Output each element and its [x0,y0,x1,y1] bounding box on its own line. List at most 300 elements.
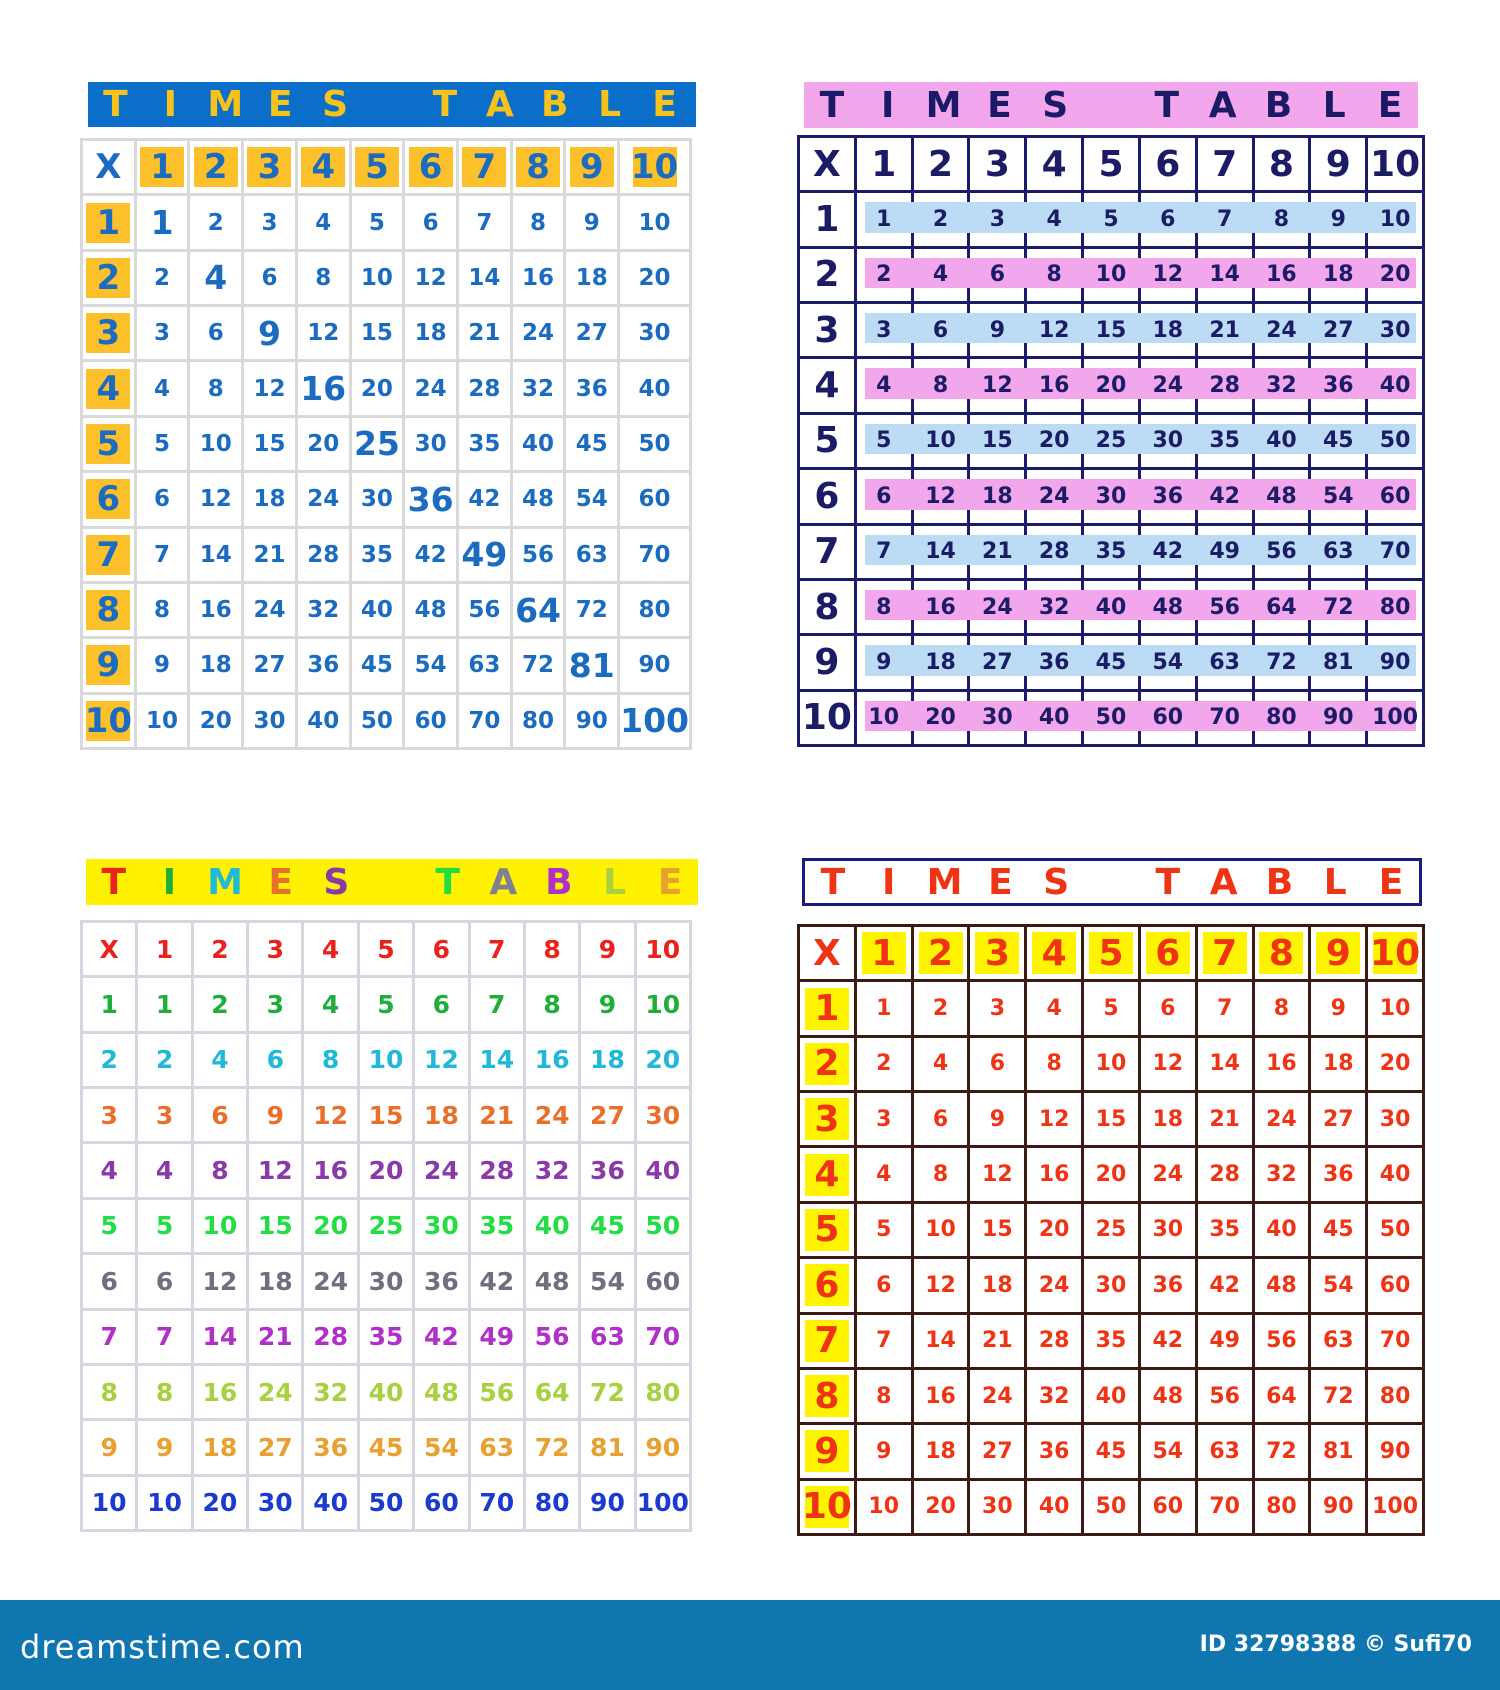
product-cell-value: 7 [488,990,506,1020]
product-cell-value: 8 [1273,207,1290,233]
row-header-cell [83,1200,135,1252]
product-cell [1141,470,1195,522]
row-header-cell-value: 5 [805,1209,849,1251]
product-cell [581,1200,633,1252]
product-cell-value: 36 [1322,373,1354,399]
product-cell [249,1477,301,1529]
product-cell [620,307,689,359]
product-cell [857,982,911,1034]
product-cell-value: 35 [479,1211,515,1241]
product-cell-value: 16 [1266,262,1297,288]
product-cell [914,1093,968,1145]
product-cell-value: 56 [1209,594,1240,620]
product-cell-value: 21 [982,539,1013,565]
product-cell-value: 21 [982,1328,1013,1354]
product-cell [459,584,510,636]
title-banner [802,858,1422,906]
product-cell [1368,1370,1422,1422]
product-cell [249,1089,301,1141]
header-cell-value: 2 [211,934,229,964]
product-cell [249,1366,301,1418]
product-cell-value: 54 [1322,1272,1354,1298]
product-cell [1255,1204,1309,1256]
header-cell-value: 9 [570,147,614,187]
product-cell-value: 12 [307,320,340,347]
product-cell-value: 14 [1209,1051,1240,1077]
product-cell [138,978,190,1030]
row-header-cell-value: 4 [805,1154,849,1196]
product-cell-value: 6 [155,1266,174,1296]
product-cell [1311,982,1365,1034]
product-cell-value: 60 [638,486,671,513]
product-cell [304,978,356,1030]
product-cell-value: 8 [543,990,561,1020]
product-cell [1198,1425,1252,1477]
product-cell-value: 12 [202,1266,238,1296]
product-cell [459,362,510,414]
product-cell [566,695,617,747]
header-cell-value: 1 [140,147,184,187]
product-cell-value: 5 [876,1217,892,1243]
header-cell-value: 3 [984,143,1010,185]
product-cell [914,470,968,522]
product-cell-value: 35 [1209,428,1240,454]
corner-cell [83,141,134,193]
product-cell-value: 49 [1209,1328,1240,1354]
product-cell [857,1425,911,1477]
header-cell [360,923,412,975]
product-cell [526,1200,578,1252]
product-cell [970,304,1024,356]
product-cell [360,1255,412,1307]
row-header-cell [83,307,134,359]
product-cell-value: 7 [1216,996,1233,1022]
product-cell-value: 24 [307,486,340,513]
product-cell [137,252,188,304]
product-cell-value: 48 [534,1266,570,1296]
product-cell [137,695,188,747]
product-cell-value: 72 [534,1432,570,1462]
product-cell-value: 80 [534,1488,570,1518]
product-cell [194,1255,246,1307]
product-cell [1198,1204,1252,1256]
product-cell-value: 40 [1379,373,1411,399]
product-cell [581,1477,633,1529]
product-cell-value: 81 [568,645,615,685]
header-cell [620,141,689,193]
product-cell-value: 9 [1330,207,1346,233]
corner-cell-value: X [813,932,841,974]
product-cell-value: 63 [1209,649,1240,675]
row-header-cell-value: 2 [86,258,130,298]
title-letter: T [1155,861,1181,903]
product-cell-value: 15 [1095,1106,1127,1132]
product-cell [1027,1204,1081,1256]
product-cell [190,196,241,248]
header-cell [1141,927,1195,979]
product-cell-value: 64 [1266,1383,1297,1409]
header-cell-value: 10 [1370,143,1421,185]
row-header-cell-value: 1 [86,203,130,243]
product-cell [1255,1259,1309,1311]
product-cell [360,1421,412,1473]
product-cell-value: 4 [932,1051,949,1077]
product-cell [298,418,349,470]
product-cell [249,978,301,1030]
title-letter: M [926,861,963,903]
header-cell [1198,927,1252,979]
product-cell [970,1481,1024,1533]
product-cell [352,529,403,581]
product-cell [526,978,578,1030]
header-cell [513,141,564,193]
product-cell-value: 24 [257,1377,293,1407]
corner-cell-value: X [99,934,119,964]
row-header-cell [83,695,134,747]
product-cell [190,252,241,304]
header-cell [637,923,689,975]
corner-cell-value: X [95,147,122,188]
product-cell [1027,692,1081,744]
product-cell [459,639,510,691]
product-cell [190,639,241,691]
product-cell-value: 25 [1095,428,1127,454]
header-cell-value: 4 [1041,143,1067,185]
product-cell-value: 12 [982,1162,1013,1188]
product-cell-value: 90 [575,707,608,734]
product-cell-value: 54 [1152,1438,1184,1464]
product-cell-value: 24 [423,1156,459,1186]
product-cell-value: 18 [925,649,956,675]
product-cell-value: 16 [202,1377,238,1407]
product-cell-value: 72 [522,652,555,679]
product-cell-value: 35 [468,430,501,457]
product-cell [1198,1259,1252,1311]
product-cell [914,1481,968,1533]
product-cell [244,252,295,304]
product-cell-value: 18 [982,483,1013,509]
product-cell [857,304,911,356]
product-cell-value: 60 [1379,1272,1411,1298]
header-cell-value: 4 [321,934,340,964]
product-cell [1084,692,1138,744]
product-cell-value: 10 [202,1211,238,1241]
product-cell-value: 3 [876,317,892,343]
product-cell-value: 56 [1209,1383,1240,1409]
product-cell [914,692,968,744]
product-cell [1311,1148,1365,1200]
product-cell-value: 42 [1209,1272,1240,1298]
product-cell [405,418,456,470]
product-cell-value: 36 [1038,1438,1070,1464]
row-header-cell [800,1093,854,1145]
row-header-cell [800,1370,854,1422]
row-header-cell-value: 5 [814,420,840,462]
product-cell [1084,982,1138,1034]
product-cell [1141,1259,1195,1311]
product-cell-value: 7 [476,209,493,236]
product-cell-value: 18 [925,1438,956,1464]
header-cell-value: 6 [1155,143,1181,185]
product-cell [360,1200,412,1252]
product-cell [137,584,188,636]
product-cell [1311,1370,1365,1422]
row-header-cell-value: 9 [814,641,840,683]
header-cell-value: 2 [928,143,954,185]
product-cell [415,1311,467,1363]
product-cell-value: 27 [982,649,1013,675]
product-cell [970,1425,1024,1477]
product-cell [459,196,510,248]
product-cell-value: 25 [1095,1217,1127,1243]
product-cell [352,307,403,359]
row-header-cell-value: 6 [814,475,840,517]
product-cell-value: 30 [253,707,286,734]
product-cell-value: 45 [1095,1438,1127,1464]
product-cell-value: 100 [1372,1494,1419,1520]
product-cell [298,473,349,525]
product-cell-value: 6 [1160,207,1176,233]
product-cell [581,1311,633,1363]
product-cell-value: 49 [479,1322,515,1352]
product-cell-value: 2 [207,209,224,236]
product-cell-value: 48 [414,597,447,624]
product-cell [415,1089,467,1141]
product-cell-value: 12 [414,264,447,291]
product-cell [1311,636,1365,688]
product-cell [1255,526,1309,578]
product-cell-value: 54 [590,1266,625,1296]
product-cell-value: 30 [368,1266,404,1296]
product-cell [459,307,510,359]
product-cell-value: 10 [925,428,956,454]
product-cell [1027,1259,1081,1311]
product-cell [513,473,564,525]
title-letter: E [267,84,293,125]
product-cell [1311,470,1365,522]
product-cell [1084,193,1138,245]
product-cell [1368,1148,1422,1200]
product-cell-value: 18 [423,1100,459,1130]
product-cell-value: 4 [315,209,332,236]
product-cell-value: 28 [479,1156,515,1186]
product-cell-value: 40 [1038,1494,1070,1520]
product-cell [620,695,689,747]
product-cell-value: 21 [1209,1106,1240,1132]
product-cell [190,418,241,470]
row-header-cell [800,1315,854,1367]
header-cell [1368,138,1422,190]
row-header-cell [83,1089,135,1141]
product-cell-value: 18 [1322,262,1354,288]
product-cell-value: 8 [1046,1051,1062,1077]
title-letter: L [1322,84,1346,126]
title-letter: A [485,84,514,125]
product-cell [1027,193,1081,245]
product-cell-value: 42 [1209,483,1240,509]
product-cell [1255,1315,1309,1367]
row-header-cell-value: 5 [100,1211,118,1241]
product-cell-value: 56 [522,541,555,568]
product-cell [1368,982,1422,1034]
product-cell-value: 1 [876,207,892,233]
product-cell-value: 14 [925,1328,956,1354]
row-header-cell [800,470,854,522]
product-cell-value: 54 [1152,649,1184,675]
row-header-cell-value: 6 [100,1266,118,1296]
product-cell-value: 81 [1322,1438,1354,1464]
product-cell-value: 28 [313,1322,349,1352]
product-cell-value: 12 [423,1045,459,1075]
row-header-cell-value: 5 [86,424,130,464]
product-cell-value: 50 [368,1488,404,1518]
product-cell-value: 20 [199,707,232,734]
product-cell-value: 15 [1095,317,1127,343]
row-header-cell-value: 8 [805,1375,849,1417]
product-cell-value: 5 [1103,207,1119,233]
product-cell [1084,1259,1138,1311]
product-cell-value: 5 [1103,996,1119,1022]
product-cell-value: 5 [155,1211,174,1241]
row-header-cell [83,196,134,248]
product-cell-value: 30 [982,1494,1013,1520]
product-cell [1198,636,1252,688]
title-letter: T [103,84,128,125]
product-cell-value: 28 [1209,1162,1240,1188]
row-header-cell [800,1204,854,1256]
row-header-cell-value: 6 [86,479,130,519]
product-cell [1141,249,1195,301]
product-cell [970,1204,1024,1256]
product-cell [566,252,617,304]
product-cell [620,639,689,691]
product-cell [513,418,564,470]
product-cell-value: 54 [575,486,608,513]
product-cell-value: 7 [154,541,171,568]
product-cell [1311,1425,1365,1477]
product-cell-value: 36 [1322,1162,1354,1188]
product-cell [620,584,689,636]
header-cell-value: 7 [1203,932,1247,974]
product-cell [857,1148,911,1200]
product-cell [566,418,617,470]
product-cell [1141,1315,1195,1367]
product-cell [1027,415,1081,467]
header-cell [190,141,241,193]
product-cell-value: 24 [1152,373,1184,399]
product-cell [415,978,467,1030]
product-cell [1198,415,1252,467]
row-header-cell-value: 9 [805,1430,849,1472]
product-cell [405,529,456,581]
product-cell-value: 35 [1209,1217,1240,1243]
product-cell [1198,470,1252,522]
title-banner [86,859,698,905]
header-cell-value: 8 [1259,932,1303,974]
row-header-cell [83,473,134,525]
product-cell [620,529,689,581]
product-cell-value: 15 [360,320,393,347]
product-cell-value: 12 [1038,1106,1070,1132]
product-cell [857,1259,911,1311]
row-header-cell-value: 1 [805,988,849,1030]
product-cell [857,692,911,744]
product-cell [194,1034,246,1086]
header-cell-value: 9 [1325,143,1351,185]
row-header-cell-value: 2 [814,254,840,296]
product-cell [1084,359,1138,411]
product-cell-value: 8 [876,594,892,620]
product-cell [360,1034,412,1086]
product-cell-value: 40 [522,430,555,457]
product-cell [244,307,295,359]
row-header-cell-value: 8 [100,1377,118,1407]
product-cell [914,415,968,467]
product-cell [526,1089,578,1141]
title-letter: B [540,84,569,125]
product-cell-value: 72 [1266,649,1297,675]
product-cell [1084,1038,1138,1090]
product-cell-value: 9 [989,317,1006,343]
header-cell-value: 8 [516,147,560,187]
product-cell [471,1144,523,1196]
product-cell [304,1200,356,1252]
product-cell-value: 80 [522,707,555,734]
header-cell [194,923,246,975]
product-cell [194,1477,246,1529]
product-cell [1255,636,1309,688]
product-cell-value: 8 [155,1377,174,1407]
product-cell [298,529,349,581]
product-cell-value: 90 [645,1432,681,1462]
product-cell-value: 4 [932,262,949,288]
title-letter: M [207,84,244,125]
product-cell [298,362,349,414]
product-cell [360,1477,412,1529]
row-header-cell [83,584,134,636]
brand-logo[interactable]: dreamstime.com [20,1628,305,1666]
product-cell [298,639,349,691]
product-cell [1027,470,1081,522]
header-cell-value: 3 [975,932,1019,974]
product-cell [415,1366,467,1418]
product-cell-value: 36 [407,479,454,519]
product-cell-value: 45 [1322,428,1354,454]
product-cell-value: 9 [876,1438,892,1464]
row-header-cell-value: 6 [805,1264,849,1306]
product-cell-value: 14 [1209,262,1240,288]
product-cell [620,473,689,525]
header-cell [249,923,301,975]
product-cell [137,639,188,691]
row-header-cell-value: 2 [100,1045,118,1075]
product-cell-value: 8 [876,1383,892,1409]
product-cell-value: 45 [368,1432,404,1462]
product-cell-value: 5 [154,430,171,457]
image-credit: ID 32798388 © Sufi70 [1199,1632,1472,1657]
product-cell-value: 2 [155,1045,174,1075]
product-cell-value: 56 [468,597,501,624]
product-cell-value: 1 [150,203,174,243]
product-cell-value: 20 [1379,262,1411,288]
product-cell-value: 20 [1379,1051,1411,1077]
product-cell-value: 28 [307,541,340,568]
product-cell-value: 9 [266,1100,284,1130]
product-cell [352,584,403,636]
product-cell-value: 14 [199,541,232,568]
product-cell [244,196,295,248]
product-cell [1141,581,1195,633]
